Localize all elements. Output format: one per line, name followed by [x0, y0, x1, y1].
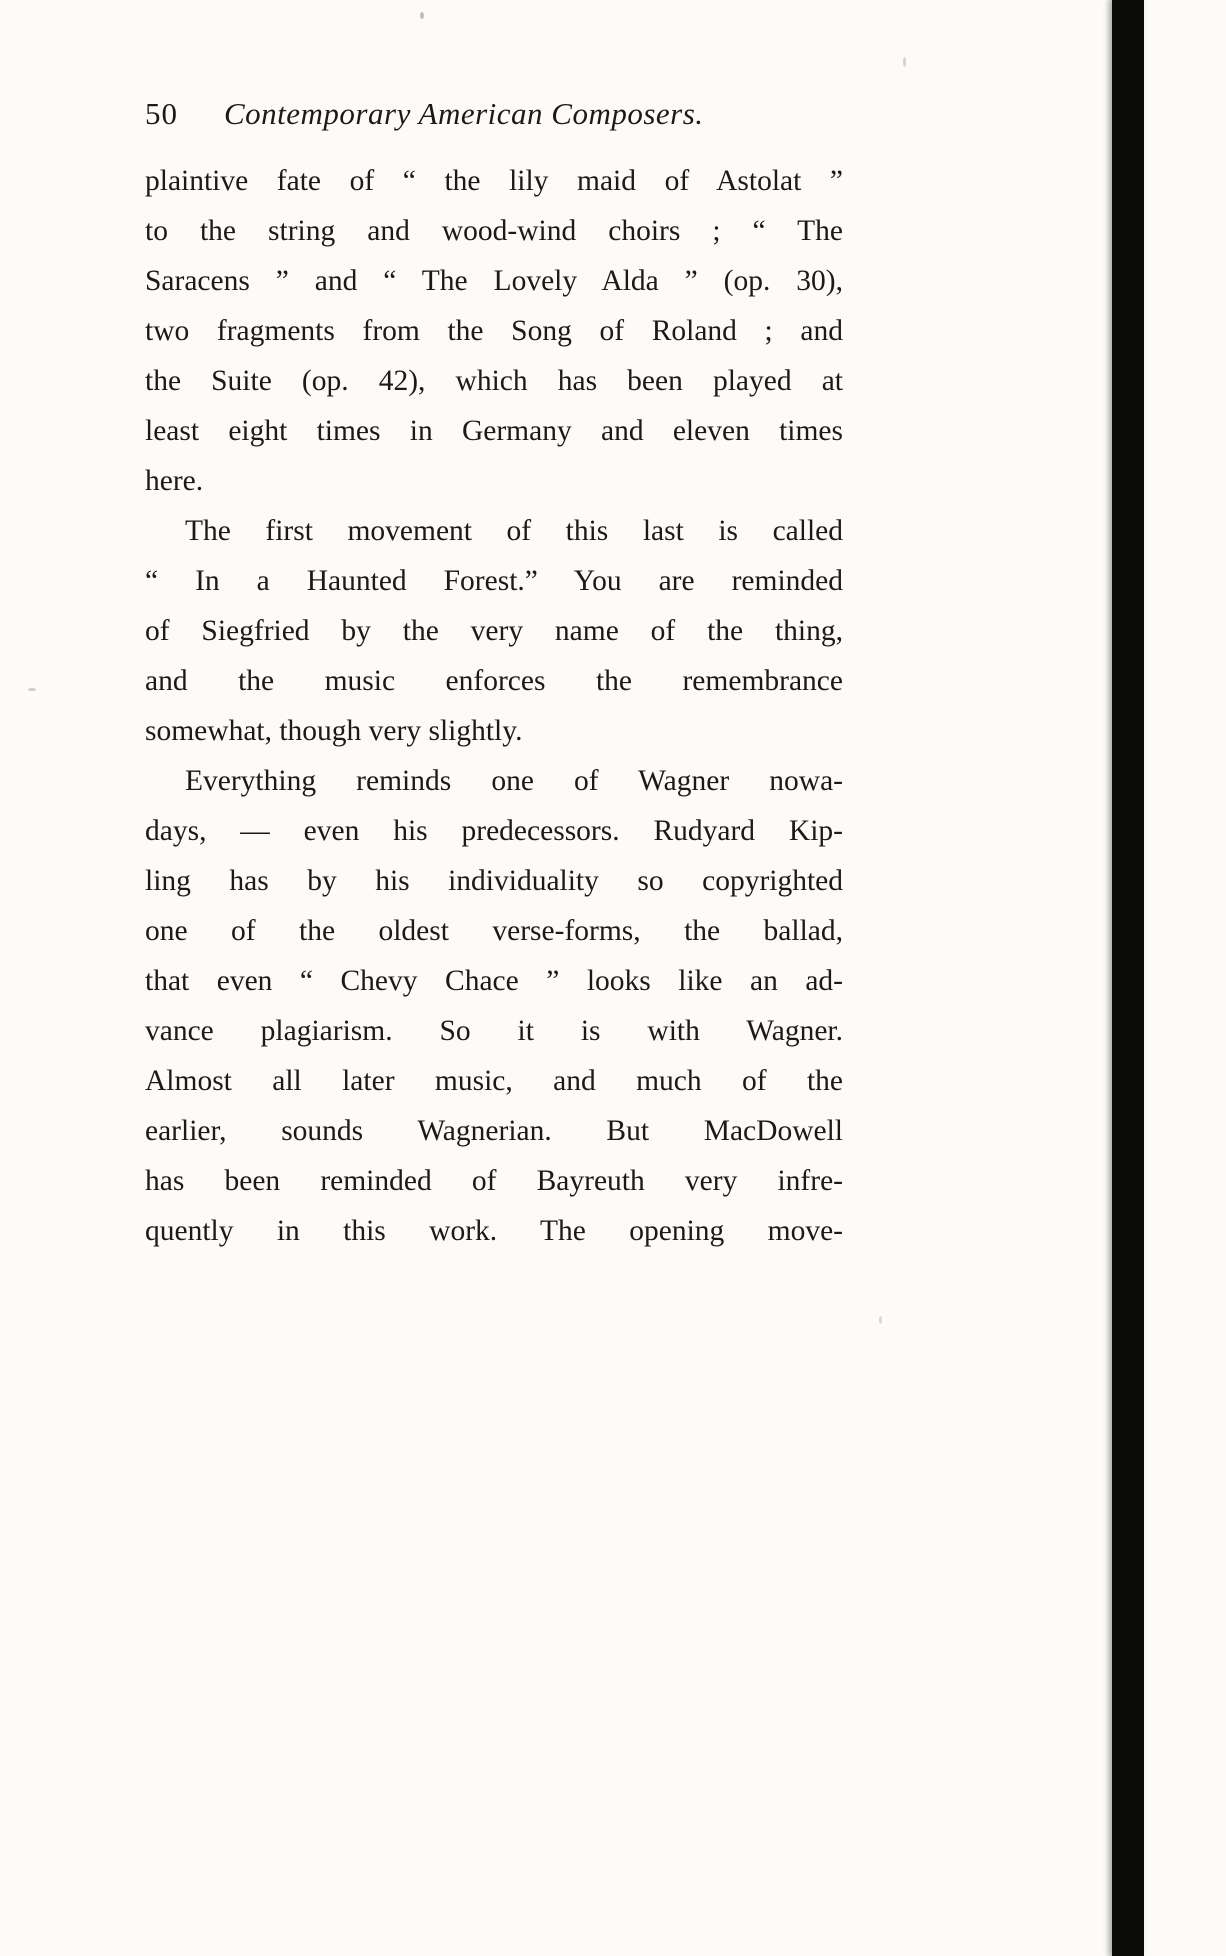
text-line: Almost all later music, and much of the: [145, 1065, 843, 1097]
paragraph: [145, 506, 843, 756]
text-line: Saracens ” and “ The Lovely Alda ” (op. 30),: [145, 265, 843, 297]
text-line: quently in this work. The opening move-: [145, 1215, 843, 1247]
text-line: ling has by his individuality so copyrighted: [145, 865, 843, 897]
text-line: earlier, sounds Wagnerian. But MacDowell: [145, 1115, 843, 1147]
text-line: least eight times in Germany and eleven times: [145, 415, 843, 447]
binding-bar: [1112, 0, 1144, 1956]
text-line: has been reminded of Bayreuth very infre-: [145, 1165, 843, 1197]
text-line: of Siegfried by the very name of the thing,: [145, 615, 843, 647]
text-line: plaintive fate of “ the lily maid of Astolat ”: [145, 165, 843, 197]
page-number: 50: [145, 96, 178, 131]
text-line: The first movement of this last is called: [185, 515, 843, 547]
text-line: the Suite (op. 42), which has been played at: [145, 365, 843, 397]
text-line: one of the oldest verse-forms, the ballad,: [145, 915, 843, 947]
text-line: two fragments from the Song of Roland ; and: [145, 315, 843, 347]
text-line: somewhat, though very slightly.: [145, 715, 523, 747]
page-header: [145, 96, 843, 132]
paragraph: [145, 156, 843, 506]
paragraph: [145, 756, 843, 1256]
scan-artifact: [28, 688, 36, 691]
text-line: to the string and wood-wind choirs ; “ The: [145, 215, 843, 247]
running-header-title: Contemporary American Composers.: [224, 96, 704, 131]
text-line: days, — even his predecessors. Rudyard Kip-: [145, 815, 843, 847]
scan-artifact: [903, 57, 906, 67]
page-body: [145, 156, 843, 1256]
text-line: and the music enforces the remembrance: [145, 665, 843, 697]
text-line: “ In a Haunted Forest.” You are reminded: [145, 565, 843, 597]
text-line: here.: [145, 465, 204, 497]
text-line: Everything reminds one of Wagner nowa-: [185, 765, 843, 797]
scan-artifact: [879, 1316, 882, 1324]
page-content: [145, 96, 843, 1256]
text-line: that even “ Chevy Chace ” looks like an ad-: [145, 965, 843, 997]
text-line: vance plagiarism. So it is with Wagner.: [145, 1015, 843, 1047]
scan-artifact: [420, 12, 424, 19]
